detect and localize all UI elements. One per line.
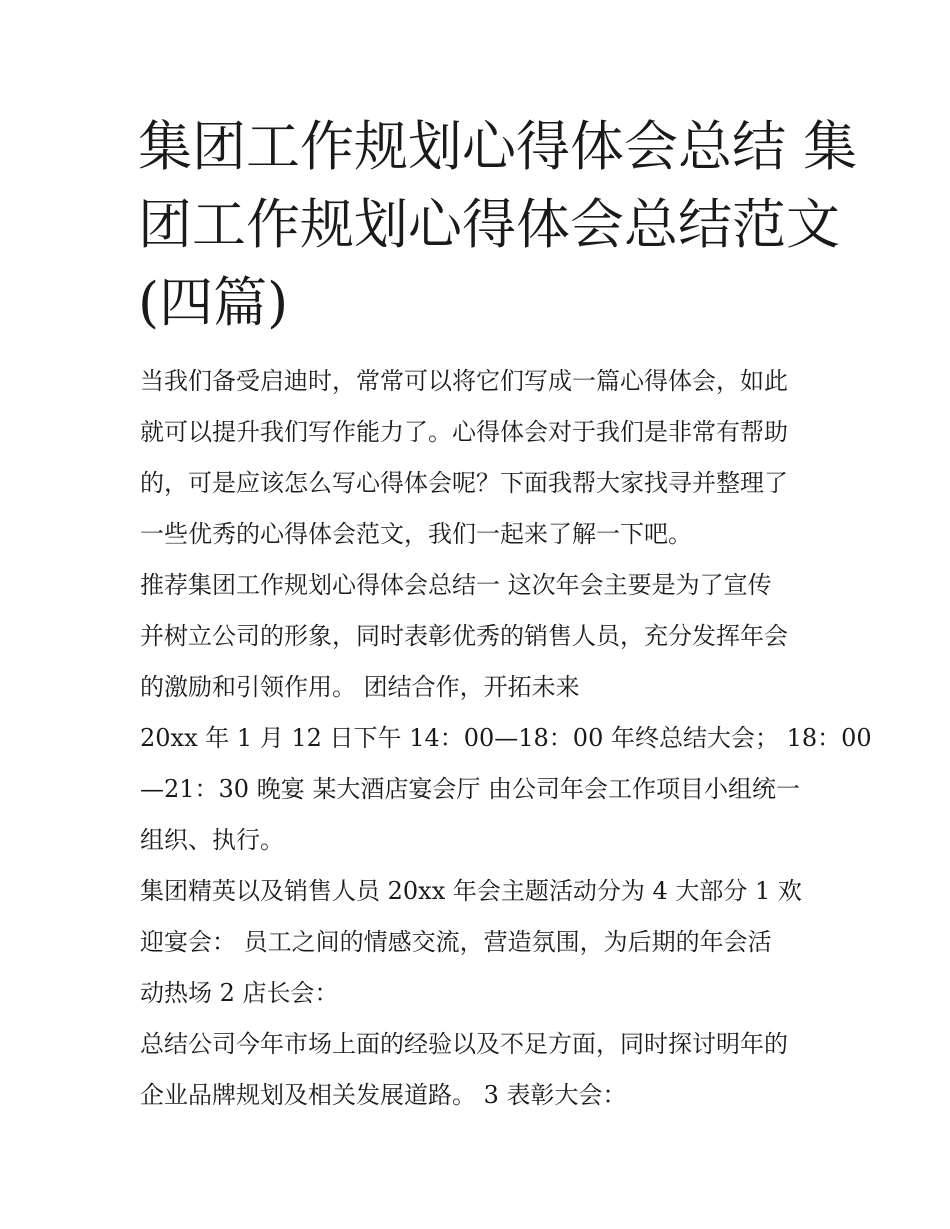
- body-line: 迎宴会： 员工之间的情感交流，营造氛围，为后期的年会活: [140, 928, 772, 956]
- body-line: 的激励和引领作用。 团结合作，开拓未来: [140, 673, 580, 701]
- title-line: (四篇): [138, 271, 289, 334]
- body-line: 推荐集团工作规划心得体会总结一 这次年会主要是为了宣传: [140, 571, 772, 599]
- body-line: 动热场 2 店长会：: [140, 979, 339, 1007]
- title-line: 团工作规划心得体会总结范文: [138, 193, 840, 256]
- body-line: —21：30 晚宴 某大酒店宴会厅 由公司年会工作项目小组统一: [140, 775, 800, 803]
- body-line: 组织、执行。: [140, 826, 284, 854]
- body-line: 总结公司今年市场上面的经验以及不足方面，同时探讨明年的: [140, 1030, 788, 1058]
- body-line: 的，可是应该怎么写心得体会呢？下面我帮大家找寻并整理了: [140, 469, 788, 497]
- body-line: 就可以提升我们写作能力了。心得体会对于我们是非常有帮助: [140, 418, 788, 446]
- body-line: 一些优秀的心得体会范文，我们一起来了解一下吧。: [140, 520, 692, 548]
- body-line: 20xx 年 1 月 12 日下午 14：00—18：00 年终总结大会； 18：00: [140, 724, 872, 752]
- body-line: 并树立公司的形象，同时表彰优秀的销售人员，充分发挥年会: [140, 622, 788, 650]
- title-line: 集团工作规划心得体会总结 集: [138, 115, 858, 178]
- document-body: [140, 356, 872, 1121]
- body-line: 当我们备受启迪时，常常可以将它们写成一篇心得体会，如此: [140, 367, 788, 395]
- body-line: 集团精英以及销售人员 20xx 年会主题活动分为 4 大部分 1 欢: [140, 877, 802, 905]
- body-line: 企业品牌规划及相关发展道路。 3 表彰大会：: [140, 1081, 627, 1109]
- document-title: [138, 108, 858, 342]
